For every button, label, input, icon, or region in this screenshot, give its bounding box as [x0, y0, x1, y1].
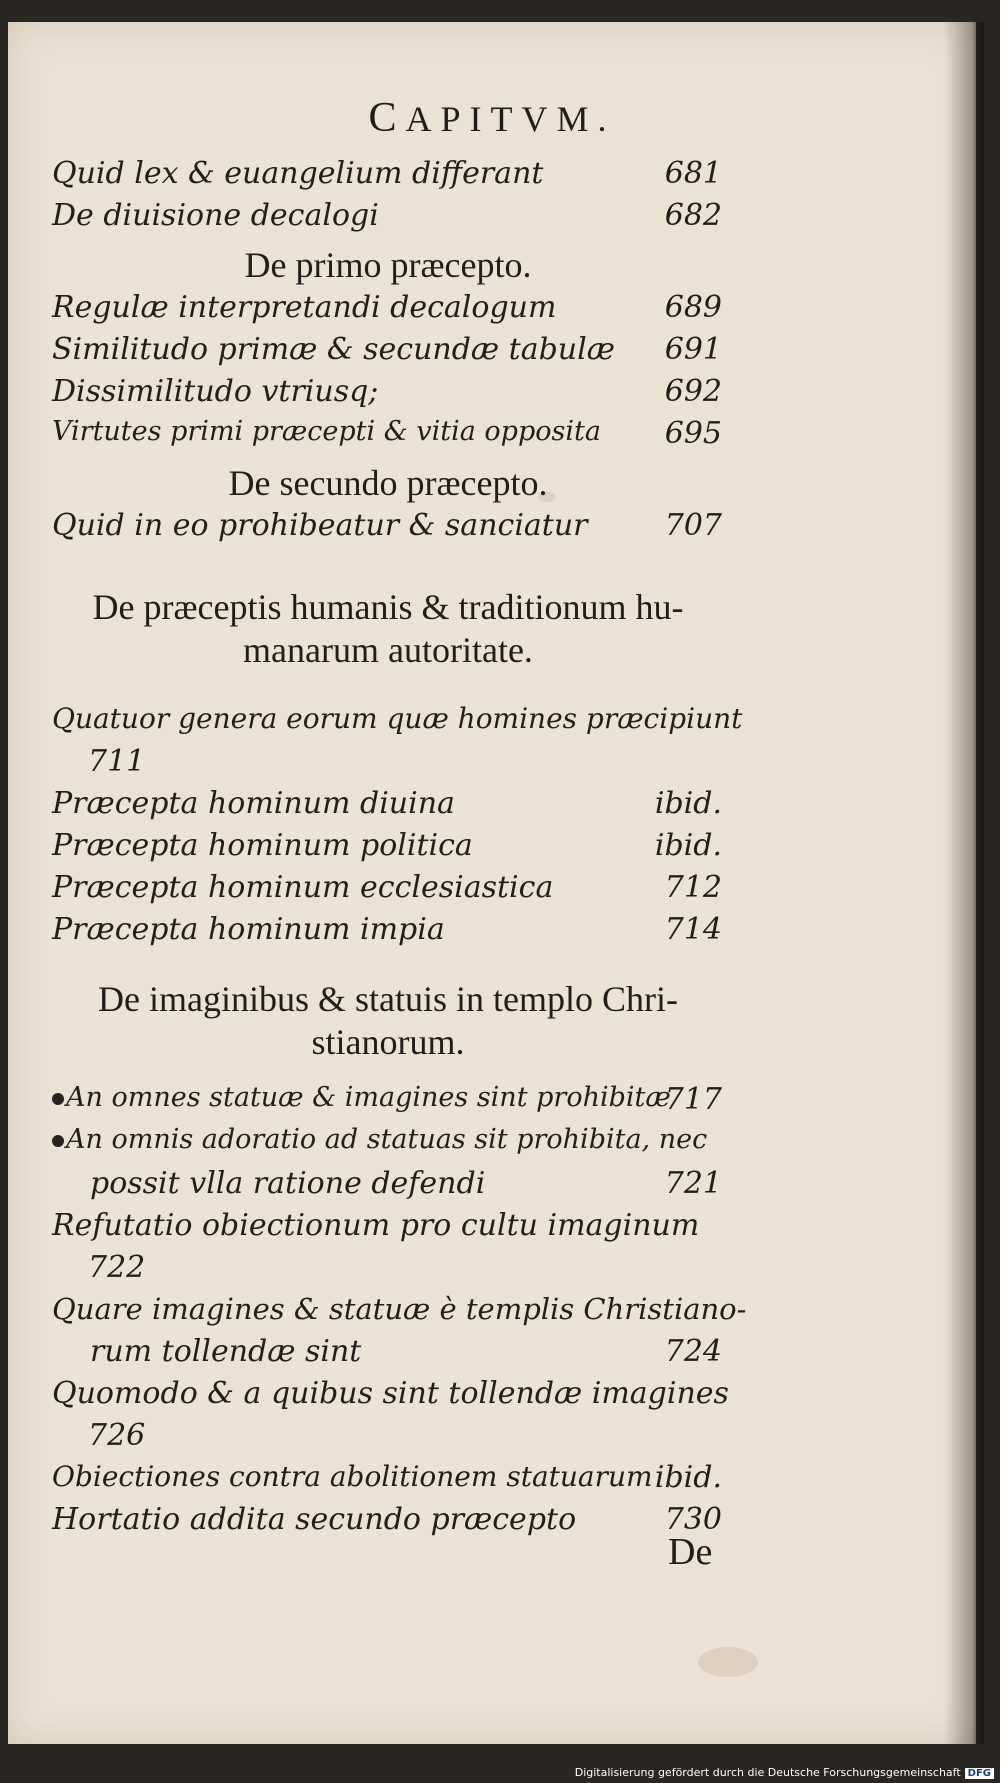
section-heading-line: manarum autoritate. [243, 630, 533, 670]
section-heading [48, 978, 728, 1064]
entry-title-text: An omnis adoratio ad statuas sit prohibita, nec [66, 1124, 708, 1155]
bullet-icon [52, 1135, 64, 1147]
entry-page: 711 [88, 744, 146, 779]
section-heading [48, 462, 728, 505]
section-heading-line: stianorum. [311, 1022, 465, 1062]
entry-title: Obiectiones contra abolitionem statuarum [52, 1460, 653, 1493]
paper-stain [698, 1647, 758, 1677]
index-entry [52, 786, 722, 830]
dfg-logo: DFG [965, 1768, 994, 1779]
entry-title: Dissimilitudo vtriusq; [52, 374, 379, 409]
section-heading-line: De præceptis humanis & traditionum hu- [92, 587, 684, 627]
entry-page: ibid. [654, 786, 722, 821]
section-heading [48, 586, 728, 672]
index-entry [52, 912, 722, 956]
index-entry [52, 416, 722, 460]
entry-page: 730 [664, 1502, 722, 1537]
index-entry [52, 1292, 747, 1336]
entry-title: Præcepta hominum ecclesiastica [52, 870, 554, 905]
entry-page: 722 [88, 1250, 146, 1285]
footer-text: Digitalisierung gefördert durch die Deutsche Forschungsgemeinschaft [574, 1766, 961, 1779]
index-entry [52, 198, 722, 242]
entry-title: Præcepta hominum impia [52, 912, 445, 947]
entry-page: 724 [664, 1334, 722, 1369]
section-heading-line: De secundo præcepto. [228, 463, 548, 503]
index-entry [52, 828, 722, 872]
index-entry [52, 1124, 722, 1168]
entry-title: Præcepta hominum diuina [52, 786, 455, 821]
index-entry [52, 1502, 722, 1546]
index-entry [52, 1376, 729, 1420]
entry-title: Quomodo & a quibus sint tollendæ imagines [52, 1376, 729, 1411]
index-entry-continuation [52, 1166, 722, 1210]
entry-title: Refutatio obiectionum pro cultu imaginum [52, 1208, 700, 1243]
index-entry [52, 1082, 722, 1126]
entry-page: 721 [664, 1166, 722, 1201]
index-entry-continuation [52, 1334, 722, 1378]
page-header: CAPITVM. [368, 95, 616, 141]
entry-page: 689 [664, 290, 722, 325]
index-entry [52, 1208, 722, 1252]
entry-title-continuation: possit vlla ratione defendi [90, 1166, 486, 1201]
index-entry [52, 508, 722, 552]
entry-page: 712 [664, 870, 722, 905]
entry-page: 695 [664, 416, 722, 451]
catchword: De [668, 1531, 713, 1573]
entry-page: 681 [664, 156, 722, 191]
entry-title: Quid in eo prohibeatur & sanciatur [52, 508, 588, 543]
index-entry [52, 332, 722, 376]
entry-title: Similitudo primæ & secundæ tabulæ [52, 332, 615, 367]
entry-title-continuation: rum tollendæ sint [90, 1334, 362, 1369]
entry-title: Quatuor genera eorum quæ homines præcipiunt [52, 702, 743, 735]
page-edge-shadow [944, 22, 984, 1744]
entry-page: ibid. [654, 828, 722, 863]
index-entry [52, 1460, 722, 1504]
entry-page: 714 [664, 912, 722, 947]
entry-title: Quid lex & euangelium differant [52, 156, 544, 191]
entry-title: De diuisione decalogi [52, 198, 379, 233]
entry-title: Virtutes primi præcepti & vitia opposita [52, 416, 601, 447]
entry-page: 691 [664, 332, 722, 367]
index-entry [52, 290, 722, 334]
index-entry [52, 870, 722, 914]
section-heading-line: De primo præcepto. [244, 245, 532, 285]
entry-title: Quare imagines & statuæ è templis Christiano- [52, 1292, 747, 1326]
section-heading [48, 244, 728, 287]
entry-page: 726 [88, 1418, 146, 1453]
index-entry [52, 374, 722, 418]
entry-title [52, 1124, 707, 1155]
entry-page: 717 [664, 1082, 722, 1117]
entry-page: 692 [664, 374, 722, 409]
entry-page: 707 [664, 508, 722, 543]
entry-title-text: An omnes statuæ & imagines sint prohibitæ [66, 1082, 671, 1113]
section-heading-line: De imaginibus & statuis in templo Chri- [98, 979, 678, 1019]
index-entry [52, 156, 722, 200]
entry-title [52, 1082, 671, 1113]
bullet-icon [52, 1093, 64, 1105]
digitization-footer [575, 1766, 994, 1779]
entry-page: ibid. [654, 1460, 722, 1495]
entry-title: Hortatio addita secundo præcepto [52, 1502, 577, 1537]
index-entry [52, 702, 743, 746]
entry-title: Regulæ interpretandi decalogum [52, 290, 557, 325]
entry-title: Præcepta hominum politica [52, 828, 473, 863]
book-page [8, 22, 976, 1744]
entry-page: 682 [664, 198, 722, 233]
